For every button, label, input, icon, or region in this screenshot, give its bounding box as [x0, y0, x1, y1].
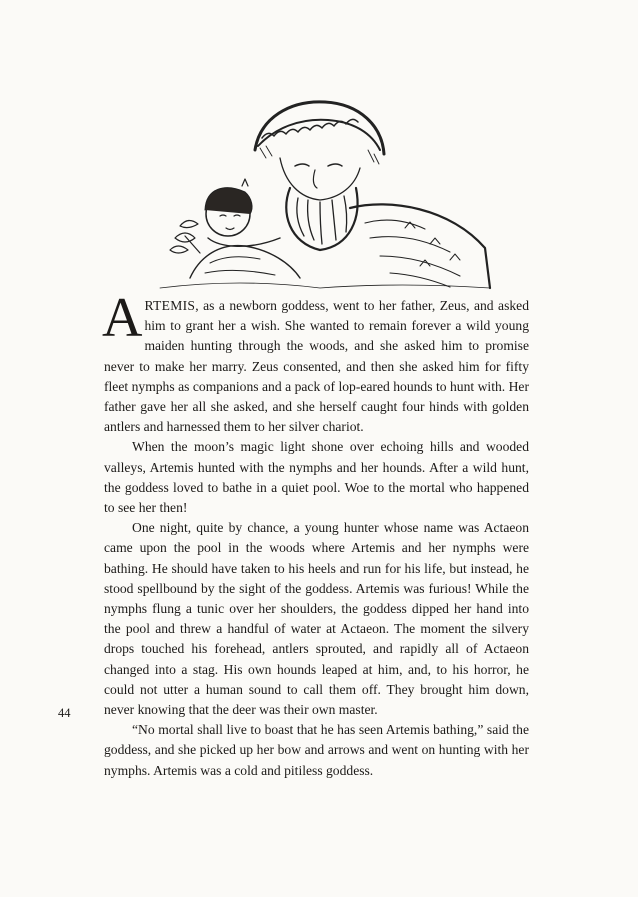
opening-paragraph	[102, 287, 529, 437]
page-number: 44	[58, 706, 71, 720]
paragraph-closing: “No mortal shall live to boast that he has seen Artemis bathing,” said the goddess, and she picked up her bow and arrows and went on hunting with her nymphs. Artemis was a cold and pitiless goddess.	[104, 722, 529, 778]
paragraph-moonlight-hunt: When the moon’s magic light shone over echoing hills and wooded valleys, Artemis hunted with the nymphs and her hounds. After a wild hunt, the goddess loved to bathe in a quiet pool. Woe to the mortal who happened to see her then!	[104, 439, 529, 516]
opening-text: , as a newborn goddess, went to her father, Zeus, and asked him to grant her a wish. She wanted to remain forever a wild young maiden hunting through the woods, and she asked him to promise never to make her marry. Zeus consented, and then she asked him for fifty fleet nymphs as companions and a pack of lop-eared hounds to hunt with. Her father gave her all she asked, and she herself caught four hinds with golden antlers and harnessed them to her silver chariot.	[104, 298, 529, 435]
drop-cap: A	[102, 287, 143, 349]
opening-small-caps: RTEMIS	[144, 298, 196, 313]
story-text	[102, 287, 529, 781]
zeus-and-artemis-illustration	[150, 88, 495, 293]
paragraph-actaeon: One night, quite by chance, a young hunter whose name was Actaeon came upon the pool in the woods where Artemis and her nymphs were bathing. He should have taken to his heels and run for his life, but instead, he stood spellbound by the sight of the goddess. Artemis was furious! While the nymphs flung a tunic over her shoulders, the goddess dipped her hand into the pool and threw a handful of water at Actaeon. The moment the silvery drops touched his forehead, antlers sprouted, and rapidly all of Actaeon changed into a stag. His own hounds leaped at him, and, to his horror, he could not utter a human sound to call them off. They brought him down, never knowing that the deer was their own master.	[104, 520, 529, 718]
